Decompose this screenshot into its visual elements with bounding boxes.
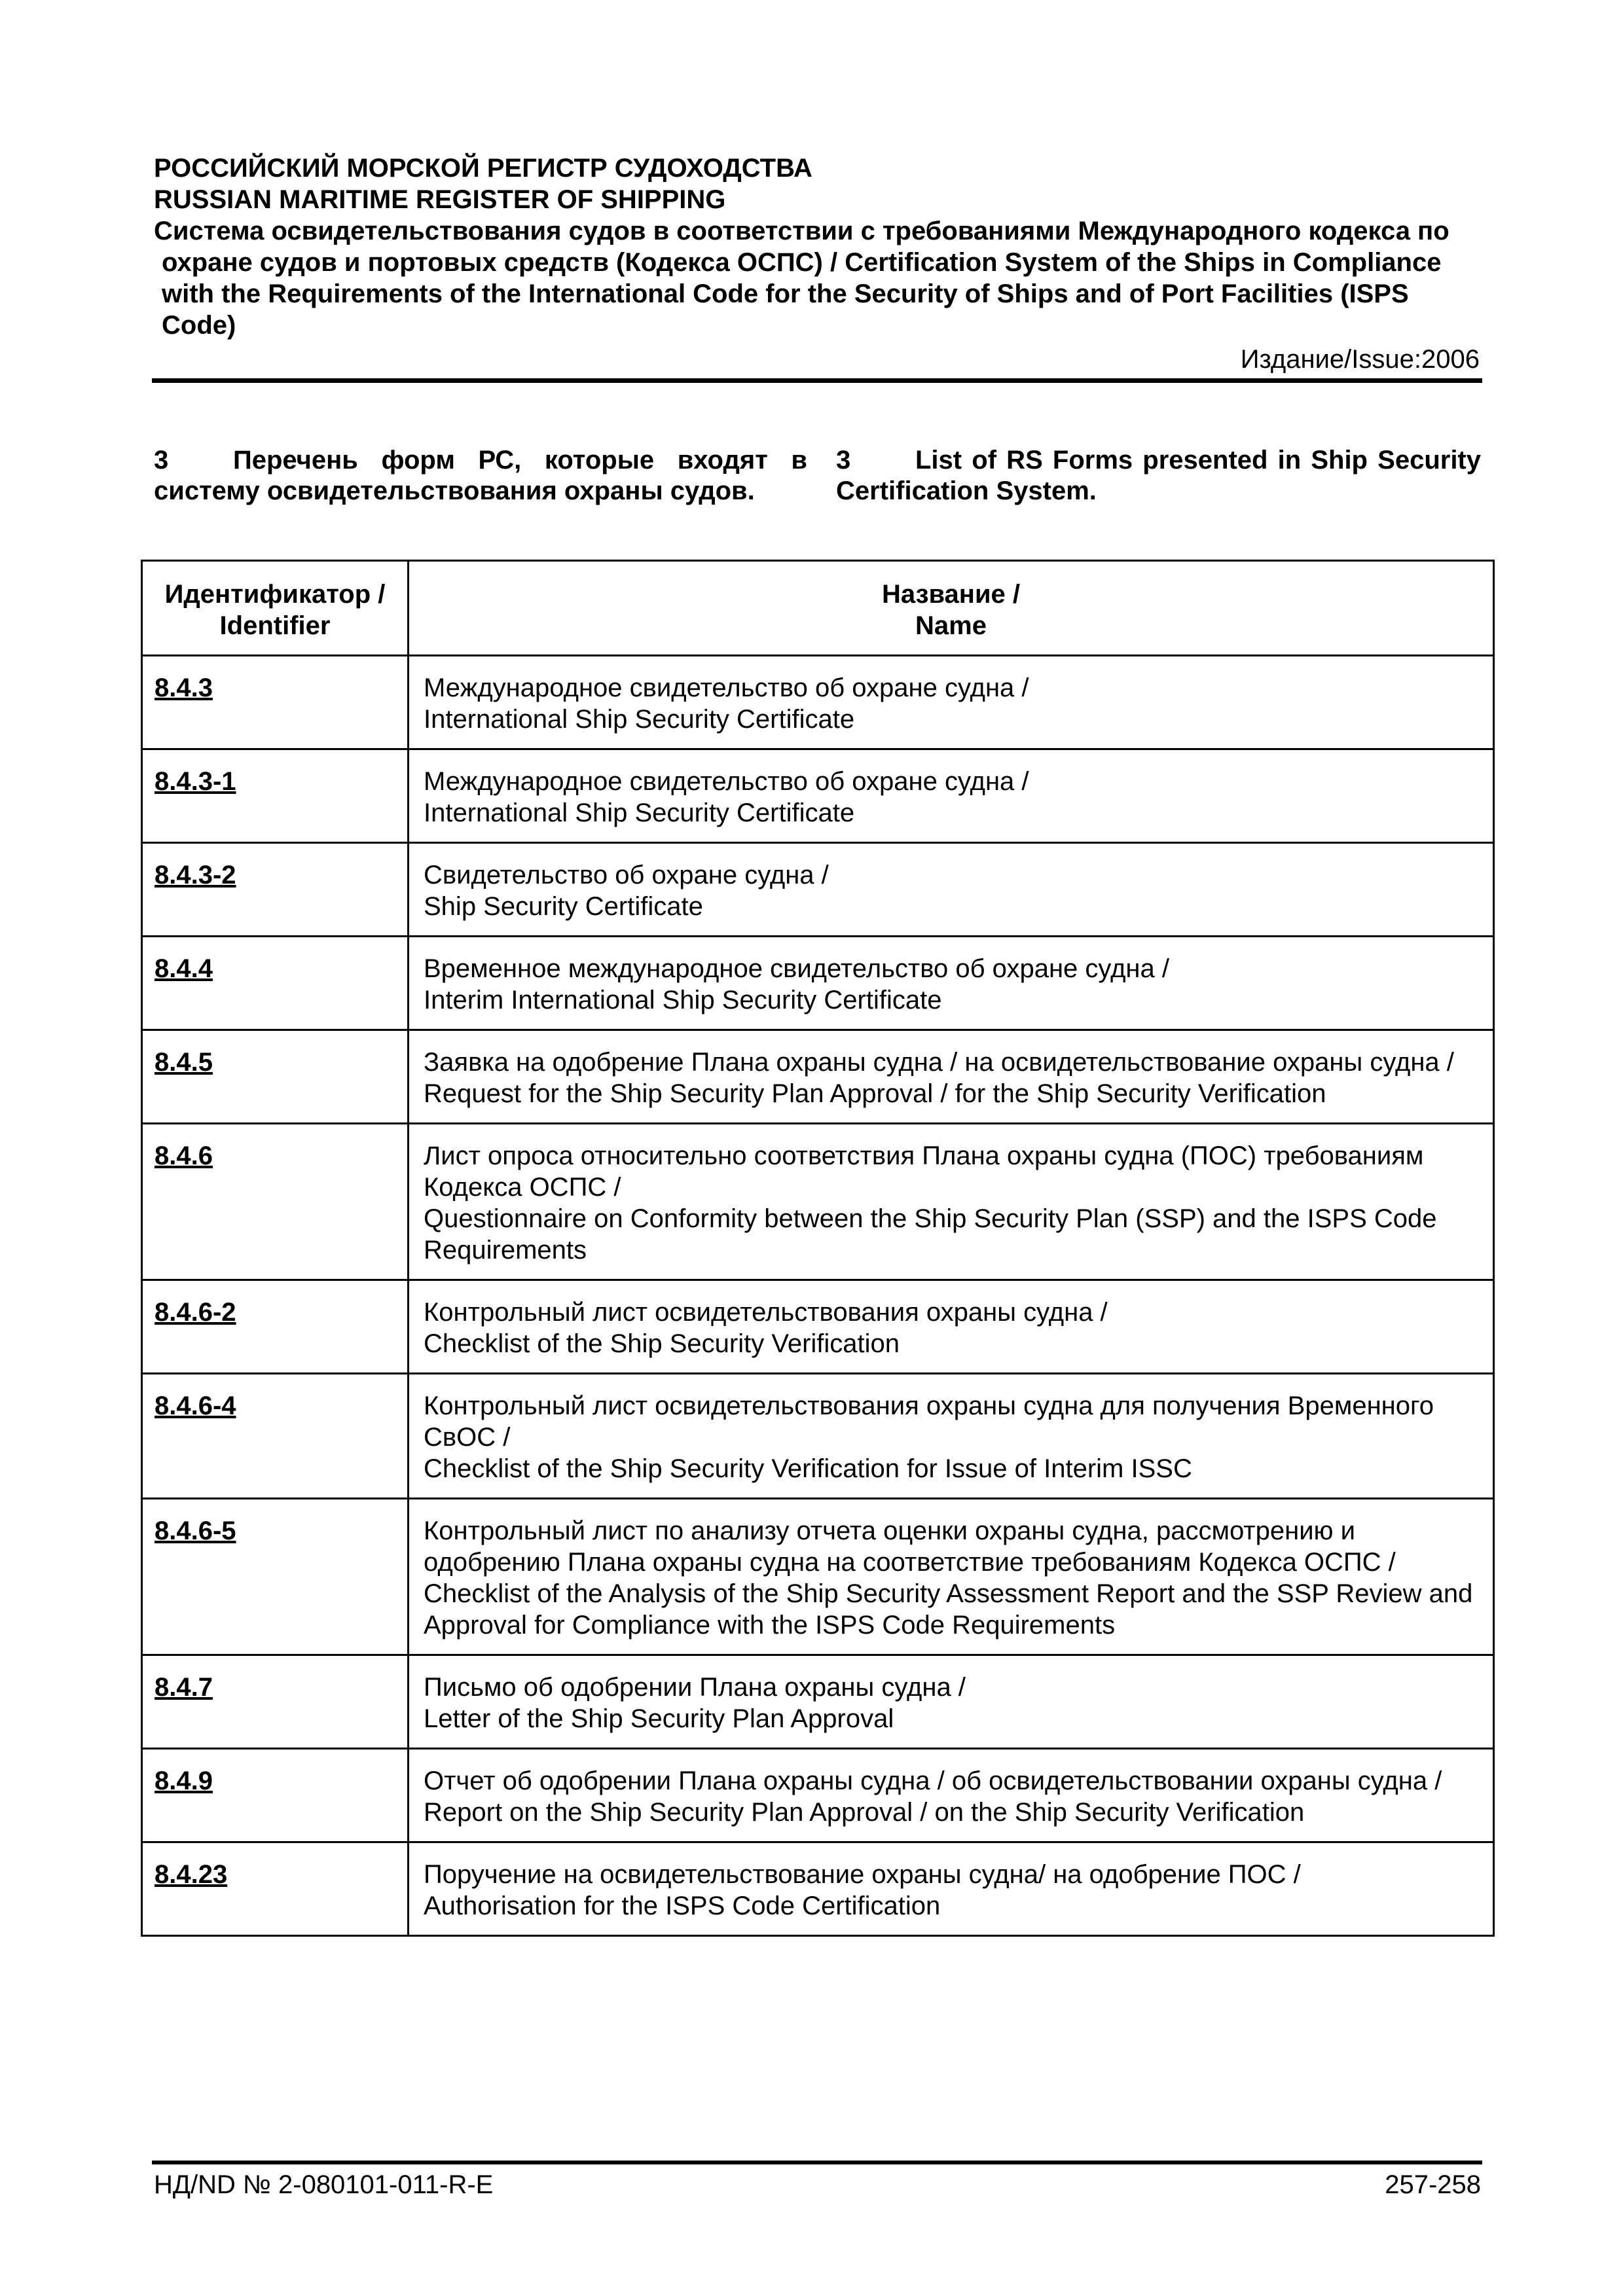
issue-label: Издание/Issue:2006: [1240, 345, 1480, 374]
column-header-identifier-en: Identifier: [219, 611, 331, 640]
register-name-ru: РОССИЙСКИЙ МОРСКОЙ РЕГИСТР СУДОХОДСТВА: [154, 154, 812, 183]
table-row: [142, 1655, 1494, 1749]
form-identifier-link[interactable]: 8.4.6-4: [142, 1374, 409, 1499]
form-name-ru: Лист опроса относительно соответствия Плана охраны судна (ПОС) требованиям Кодекса ОСПС /: [424, 1141, 1424, 1202]
section-heading-ru: [154, 445, 807, 507]
table-row: [142, 656, 1494, 749]
column-header-identifier: [142, 561, 409, 656]
section-number-ru: 3: [154, 446, 169, 475]
section-title-ru: Перечень форм РС, которые входят в систему освидетельствования охраны судов.: [154, 446, 807, 505]
form-name-ru: Свидетельство об охране судна /: [424, 861, 829, 889]
form-name-en: Letter of the Ship Security Plan Approval: [424, 1704, 894, 1733]
form-name-cell: [409, 1030, 1494, 1124]
form-name-ru: Отчет об одобрении Плана охраны судна / об освидетельствовании охраны судна /: [424, 1767, 1442, 1795]
form-name-cell: [409, 1280, 1494, 1374]
section-title-en: List of RS Forms presented in Ship Security Certification System.: [836, 446, 1481, 505]
form-name-en: Checklist of the Ship Security Verification for Issue of Interim ISSC: [424, 1454, 1192, 1483]
footer-rule: [152, 2161, 1482, 2164]
table-row: [142, 1749, 1494, 1842]
form-name-en: Questionnaire on Conformity between the Ship Security Plan (SSP) and the ISPS Code Requirements: [424, 1204, 1437, 1265]
page-numbers: 257-258: [1385, 2170, 1481, 2199]
form-identifier-link[interactable]: 8.4.6-5: [142, 1499, 409, 1655]
form-name-ru: Международное свидетельство об охране судна /: [424, 673, 1029, 702]
form-name-ru: Контрольный лист освидетельствования охраны судна /: [424, 1298, 1108, 1327]
form-identifier-link[interactable]: 8.4.3-2: [142, 843, 409, 937]
form-identifier-link[interactable]: 8.4.5: [142, 1030, 409, 1124]
form-name-cell: [409, 1842, 1494, 1936]
column-header-name: [409, 561, 1494, 656]
form-name-ru: Международное свидетельство об охране судна /: [424, 767, 1029, 796]
form-name-en: Report on the Ship Security Plan Approval / on the Ship Security Verification: [424, 1798, 1305, 1827]
form-name-cell: [409, 1655, 1494, 1749]
forms-table: [141, 560, 1495, 1937]
form-name-en: International Ship Security Certificate: [424, 798, 855, 827]
table-row: [142, 1280, 1494, 1374]
form-name-ru: Письмо об одобрении Плана охраны судна /: [424, 1673, 966, 1702]
form-name-cell: [409, 749, 1494, 843]
table-row: [142, 1499, 1494, 1655]
form-name-en: Authorisation for the ISPS Code Certification: [424, 1892, 941, 1920]
form-name-en: Ship Security Certificate: [424, 892, 703, 921]
form-name-en: International Ship Security Certificate: [424, 705, 855, 734]
form-name-cell: [409, 937, 1494, 1030]
table-body: [142, 656, 1494, 1936]
form-name-ru: Заявка на одобрение Плана охраны судна / на освидетельствование охраны судна /: [424, 1048, 1454, 1077]
form-name-en: Checklist of the Ship Security Verification: [424, 1329, 900, 1358]
table-row: [142, 749, 1494, 843]
form-name-cell: [409, 1749, 1494, 1842]
form-name-cell: [409, 1124, 1494, 1280]
form-name-ru: Поручение на освидетельствование охраны судна/ на одобрение ПОС /: [424, 1860, 1301, 1889]
form-name-en: Request for the Ship Security Plan Approval / for the Ship Security Verification: [424, 1079, 1326, 1108]
column-header-identifier-ru: Идентификатор /: [164, 580, 386, 609]
table-row: [142, 937, 1494, 1030]
form-identifier-link[interactable]: 8.4.6-2: [142, 1280, 409, 1374]
form-name-cell: [409, 1499, 1494, 1655]
section-number-en: 3: [836, 446, 851, 475]
form-name-cell: [409, 656, 1494, 749]
form-name-cell: [409, 1374, 1494, 1499]
table-header-row: [142, 561, 1494, 656]
form-name-ru: Контрольный лист по анализу отчета оценки охраны судна, рассмотрению и одобрению Плана охраны судна на соответствие требованиям Кодекса ОСПС /: [424, 1516, 1396, 1577]
form-identifier-link[interactable]: 8.4.23: [142, 1842, 409, 1936]
form-name-cell: [409, 843, 1494, 937]
form-identifier-link[interactable]: 8.4.6: [142, 1124, 409, 1280]
header-rule: [152, 378, 1482, 383]
form-name-ru: Временное международное свидетельство об охране судна /: [424, 954, 1169, 983]
register-name-en: RUSSIAN MARITIME REGISTER OF SHIPPING: [154, 185, 726, 214]
table-row: [142, 1030, 1494, 1124]
table-row: [142, 1842, 1494, 1936]
form-name-ru: Контрольный лист освидетельствования охраны судна для получения Временного СвОС /: [424, 1391, 1434, 1452]
column-header-name-en: Name: [915, 611, 987, 640]
document-footer: [154, 2169, 1481, 2200]
document-number: НД/ND № 2-080101-011-R-E: [154, 2170, 494, 2199]
system-title: Система освидетельствования судов в соответствии с требованиями Международного кодекса по охране судов и портовых средств (Кодекса ОСПС) / Certification System of the Ships in Compliance with the Requirements of the International Code for the Security of Ships and of Port Facilities (ISPS Code): [154, 217, 1450, 340]
section-heading-en: [836, 445, 1481, 507]
form-identifier-link[interactable]: 8.4.3-1: [142, 749, 409, 843]
form-name-en: Checklist of the Analysis of the Ship Security Assessment Report and the SSP Review and Approval for Compliance with the ISPS Code Requirements: [424, 1579, 1473, 1640]
form-name-en: Interim International Ship Security Certificate: [424, 986, 942, 1014]
form-identifier-link[interactable]: 8.4.3: [142, 656, 409, 749]
table-row: [142, 1124, 1494, 1280]
form-identifier-link[interactable]: 8.4.4: [142, 937, 409, 1030]
table-row: [142, 843, 1494, 937]
document-header: [154, 152, 1480, 375]
column-header-name-ru: Название /: [881, 580, 1021, 609]
form-identifier-link[interactable]: 8.4.9: [142, 1749, 409, 1842]
table-row: [142, 1374, 1494, 1499]
form-identifier-link[interactable]: 8.4.7: [142, 1655, 409, 1749]
